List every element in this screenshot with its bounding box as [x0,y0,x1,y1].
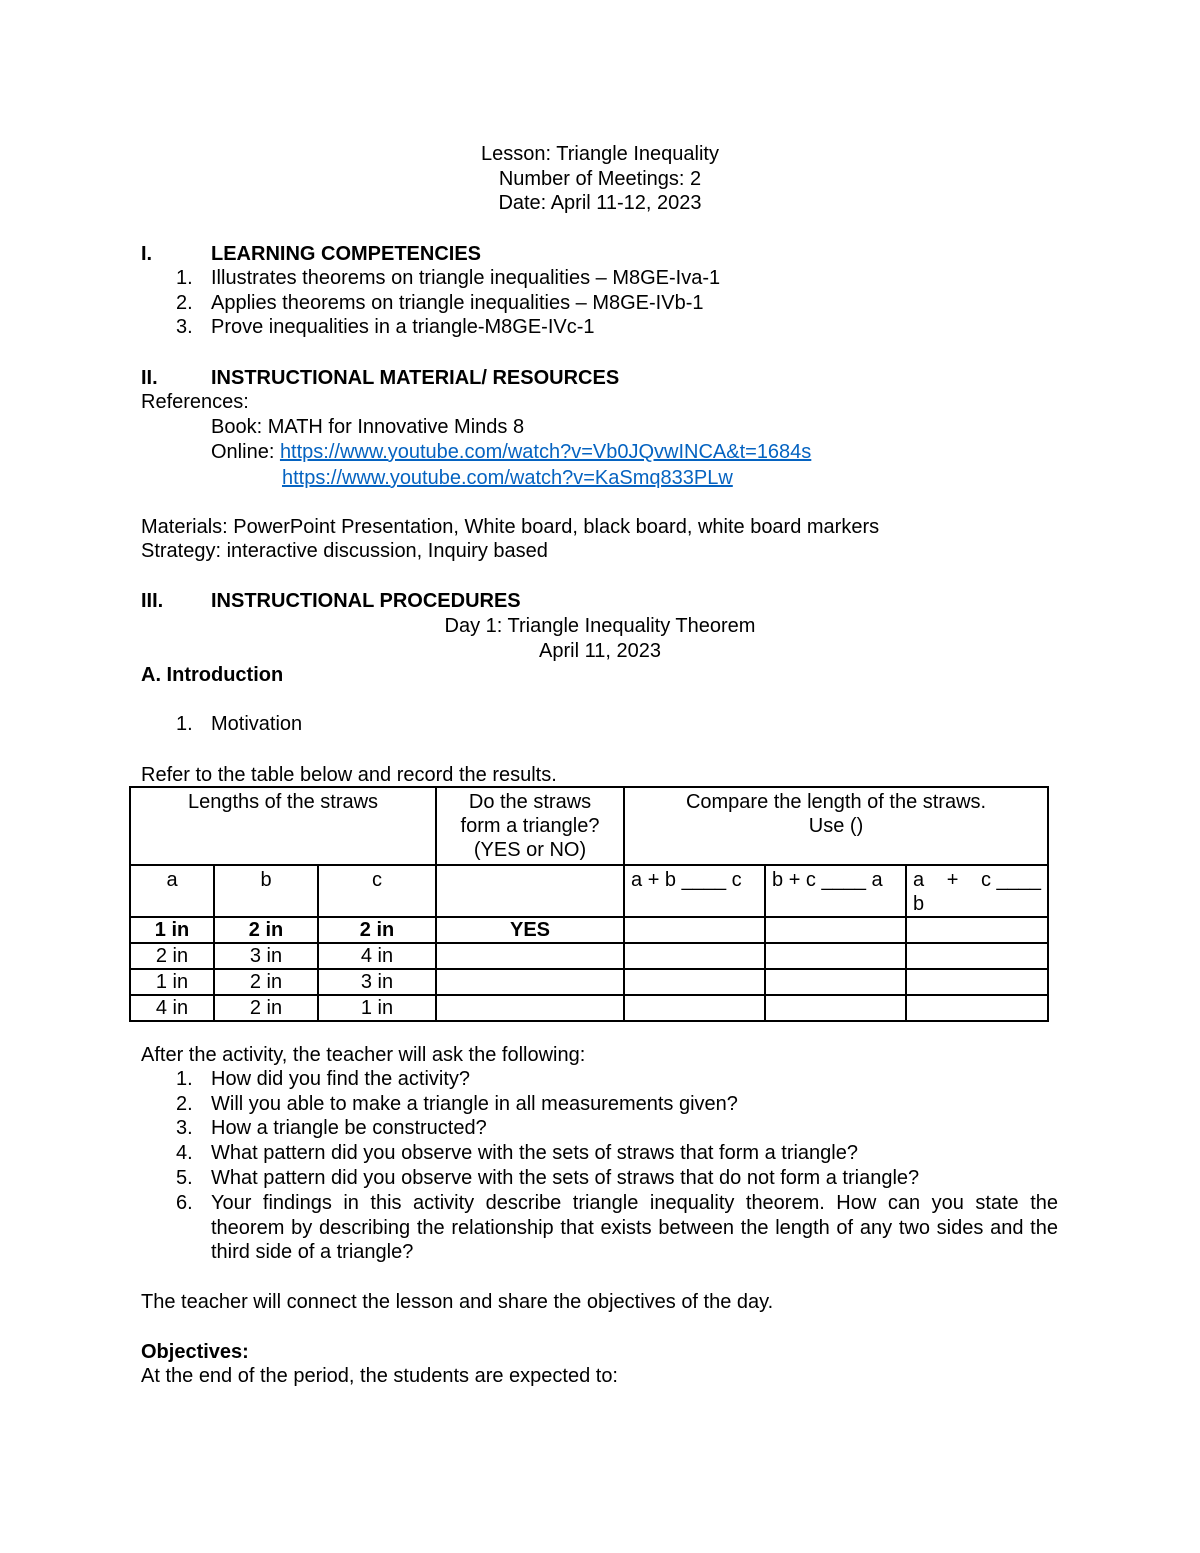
after-intro: After the activity, the teacher will ask the following: [141,1044,586,1066]
reference-online-2 [282,466,733,490]
table-intro: Refer to the table below and record the results. [141,764,557,786]
col-a: a [130,865,214,917]
header-form-triangle: Do the straws form a triangle? (YES or NO) [436,787,624,865]
reference-book: Book: MATH for Innovative Minds 8 [211,416,525,438]
reference-online: Online: https://www.youtube.com/watch?v=Vb0JQvwINCA&t=1684s [211,441,812,463]
straws-table [129,786,1049,1022]
section-2-numeral: II. [141,367,158,389]
objectives-heading: Objectives: [141,1341,249,1363]
col-form-empty [436,865,624,917]
meetings-count: Number of Meetings: 2 [498,168,702,190]
lesson-date: Date: April 11-12, 2023 [498,192,702,214]
materials-line: Materials: PowerPoint Presentation, White board, black board, white board markers [141,516,880,538]
col-b: b [214,865,318,917]
section-1-title: LEARNING COMPETENCIES [211,243,482,265]
table-row: 2 in 3 in 4 in [130,943,1048,969]
connect-line: The teacher will connect the lesson and share the objectives of the day. [141,1291,774,1313]
day-date: April 11, 2023 [539,640,661,662]
col-c: c [318,865,436,917]
document-page: Lesson: Triangle Inequality Number of Meetings: 2 Date: April 11-12, 2023 I. LEARNING COMPETENCIES 1. Illustrates theorems on triangle inequalities – M8GE-Iva-1 2. Applies theorems on triangle inequalities – M8GE-IVb-1 3. Prove inequalities in a triangle-M8GE-IVc-1 II. INSTRUCTIONAL MATERIAL/ RESOURCES References: Book: MATH for Innovative Minds 8 Online: https://www.youtube.com/watch?v=Vb0JQvwINCA&t=1684s https://www.youtube.com/watch?v=KaSmq833PLw Materials: PowerPoint Presentation, White board, black board, white board markers Strategy: interactive discussion, Inquiry based III. INSTRUCTIONAL PROCEDURES Day 1: Triangle Inequality Theorem April 11, 2023 A. Introduction 1. Motivation Refer to the table below and record the results. Lengths of the straws Do the straws form a triangle? (YES or NO) Compare the length of the straws. Use () a b c a + b ____ c b + c ____ a a + c ____ b 1 in 2 in 2 in YES 2 in 3 in 4 in 1 in 2 in 3 in 4 in 2 in 1 in After the activity, the teacher will ask the following: 1. How did you find the activity? 2. Will you able to make a triangle in all measurements given? 3. How a triangle be constructed? 4. What pattern did you observe with the sets of straws that form a triangle? 5. What pattern did you observe with the sets of straws that do not form a triangle? 6. Your findings in this activity describe triangle inequality theorem. How can you state the theorem by describing the relationship that exists between the length of any two sides and the third side of a triangle? The teacher will connect the lesson and share the objectives of the day. Objectives: At the end of the period, the students are expected to: [0,0,1200,1553]
table-row: 1 in 2 in 3 in [130,969,1048,995]
col-compare-1: a + b ____ c [624,865,765,917]
header-compare: Compare the length of the straws. Use () [624,787,1048,865]
section-1-numeral: I. [141,243,153,265]
lesson-title: Lesson: Triangle Inequality [481,143,719,165]
objectives-intro: At the end of the period, the students are expected to: [141,1365,618,1387]
section-3-title: INSTRUCTIONAL PROCEDURES [211,590,521,612]
section-2-title: INSTRUCTIONAL MATERIAL/ RESOURCES [211,367,620,389]
references-label: References: [141,391,249,413]
day-title: Day 1: Triangle Inequality Theorem [444,615,756,637]
col-compare-2: b + c ____ a [765,865,906,917]
table-subheader-row [130,865,1048,917]
youtube-link-1[interactable]: https://www.youtube.com/watch?v=Vb0JQvwINCA&t=1684s [279,441,812,463]
col-compare-3: a + c ____ b [906,865,1048,917]
introduction-heading: A. Introduction [141,664,284,686]
table-header-row [130,787,1048,865]
youtube-link-2[interactable]: https://www.youtube.com/watch?v=KaSmq833PLw [282,467,733,489]
table-row: 1 in 2 in 2 in YES [130,917,1048,943]
strategy-line: Strategy: interactive discussion, Inquiry based [141,540,548,562]
table-row: 4 in 2 in 1 in [130,995,1048,1021]
section-3-numeral: III. [141,590,164,612]
header-lengths: Lengths of the straws [130,787,436,865]
